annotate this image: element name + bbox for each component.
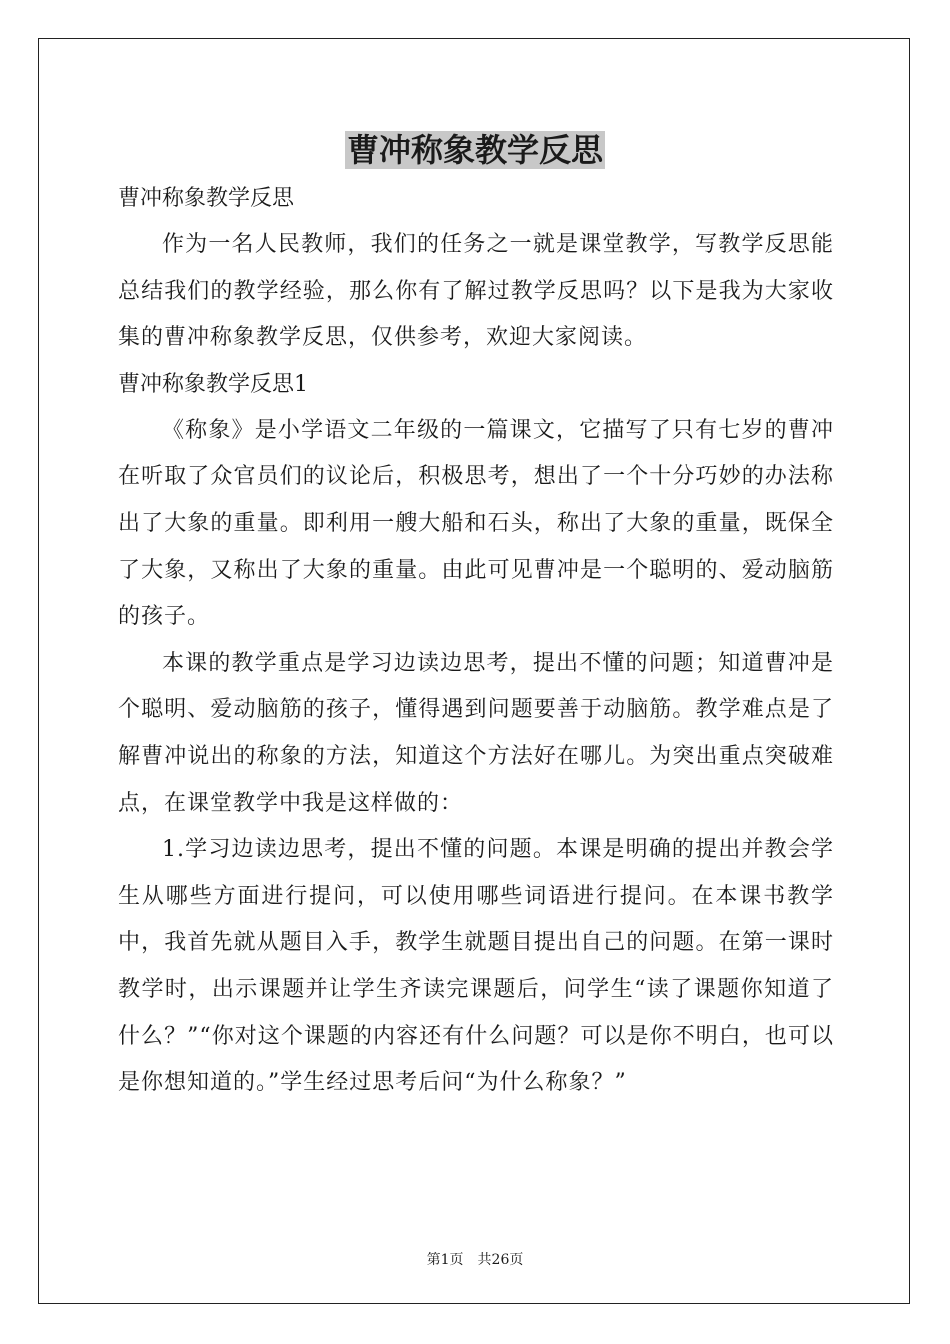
body-paragraph-2: 本课的教学重点是学习边读边思考，提出不懂的问题；知道曹冲是个聪明、爱动脑筋的孩子，懂得遇到问题要善于动脑筋。教学难点是了解曹冲说出的称象的方法，知道这个方法好在哪儿。为突出重点突破难点，在课堂教学中我是这样做的： bbox=[118, 650, 834, 816]
document-title-text: 曹冲称象教学反思 bbox=[346, 131, 603, 169]
document-subtitle: 曹冲称象教学反思 bbox=[118, 186, 295, 211]
body-paragraph-3: 1.学习边读边思考，提出不懂的问题。本课是明确的提出并教会学生从哪些方面进行提问，可以使用哪些词语进行提问。在本课书教学中，我首先就从题目入手，教学生就题目提出自己的问题。在第一课时教学时，出示课题并让学生齐读完课题后，问学生“读了课题你知道了什么？”“你对这个课题的内容还有什么问题？可以是你不明白，也可以是你想知道的。”学生经过思考后问“为什么称象？” bbox=[118, 837, 834, 1096]
section-heading: 曹冲称象教学反思1 bbox=[118, 371, 308, 397]
document-body bbox=[118, 176, 834, 1107]
document-title bbox=[0, 128, 950, 172]
body-paragraph-1: 《称象》是小学语文二年级的一篇课文，它描写了只有七岁的曹冲在听取了众官员们的议论后，积极思考，想出了一个十分巧妙的办法称出了大象的重量。即利用一艘大船和石头，称出了大象的重量，既保全了大象，又称出了大象的重量。由此可见曹冲是一个聪明的、爱动脑筋的孩子。 bbox=[118, 417, 834, 630]
page-number-footer: 第1页 共26页 bbox=[426, 1252, 524, 1268]
intro-paragraph: 作为一名人民教师，我们的任务之一就是课堂教学，写教学反思能总结我们的教学经验，那么你有了解过教学反思吗？以下是我为大家收集的曹冲称象教学反思，仅供参考，欢迎大家阅读。 bbox=[118, 232, 834, 351]
